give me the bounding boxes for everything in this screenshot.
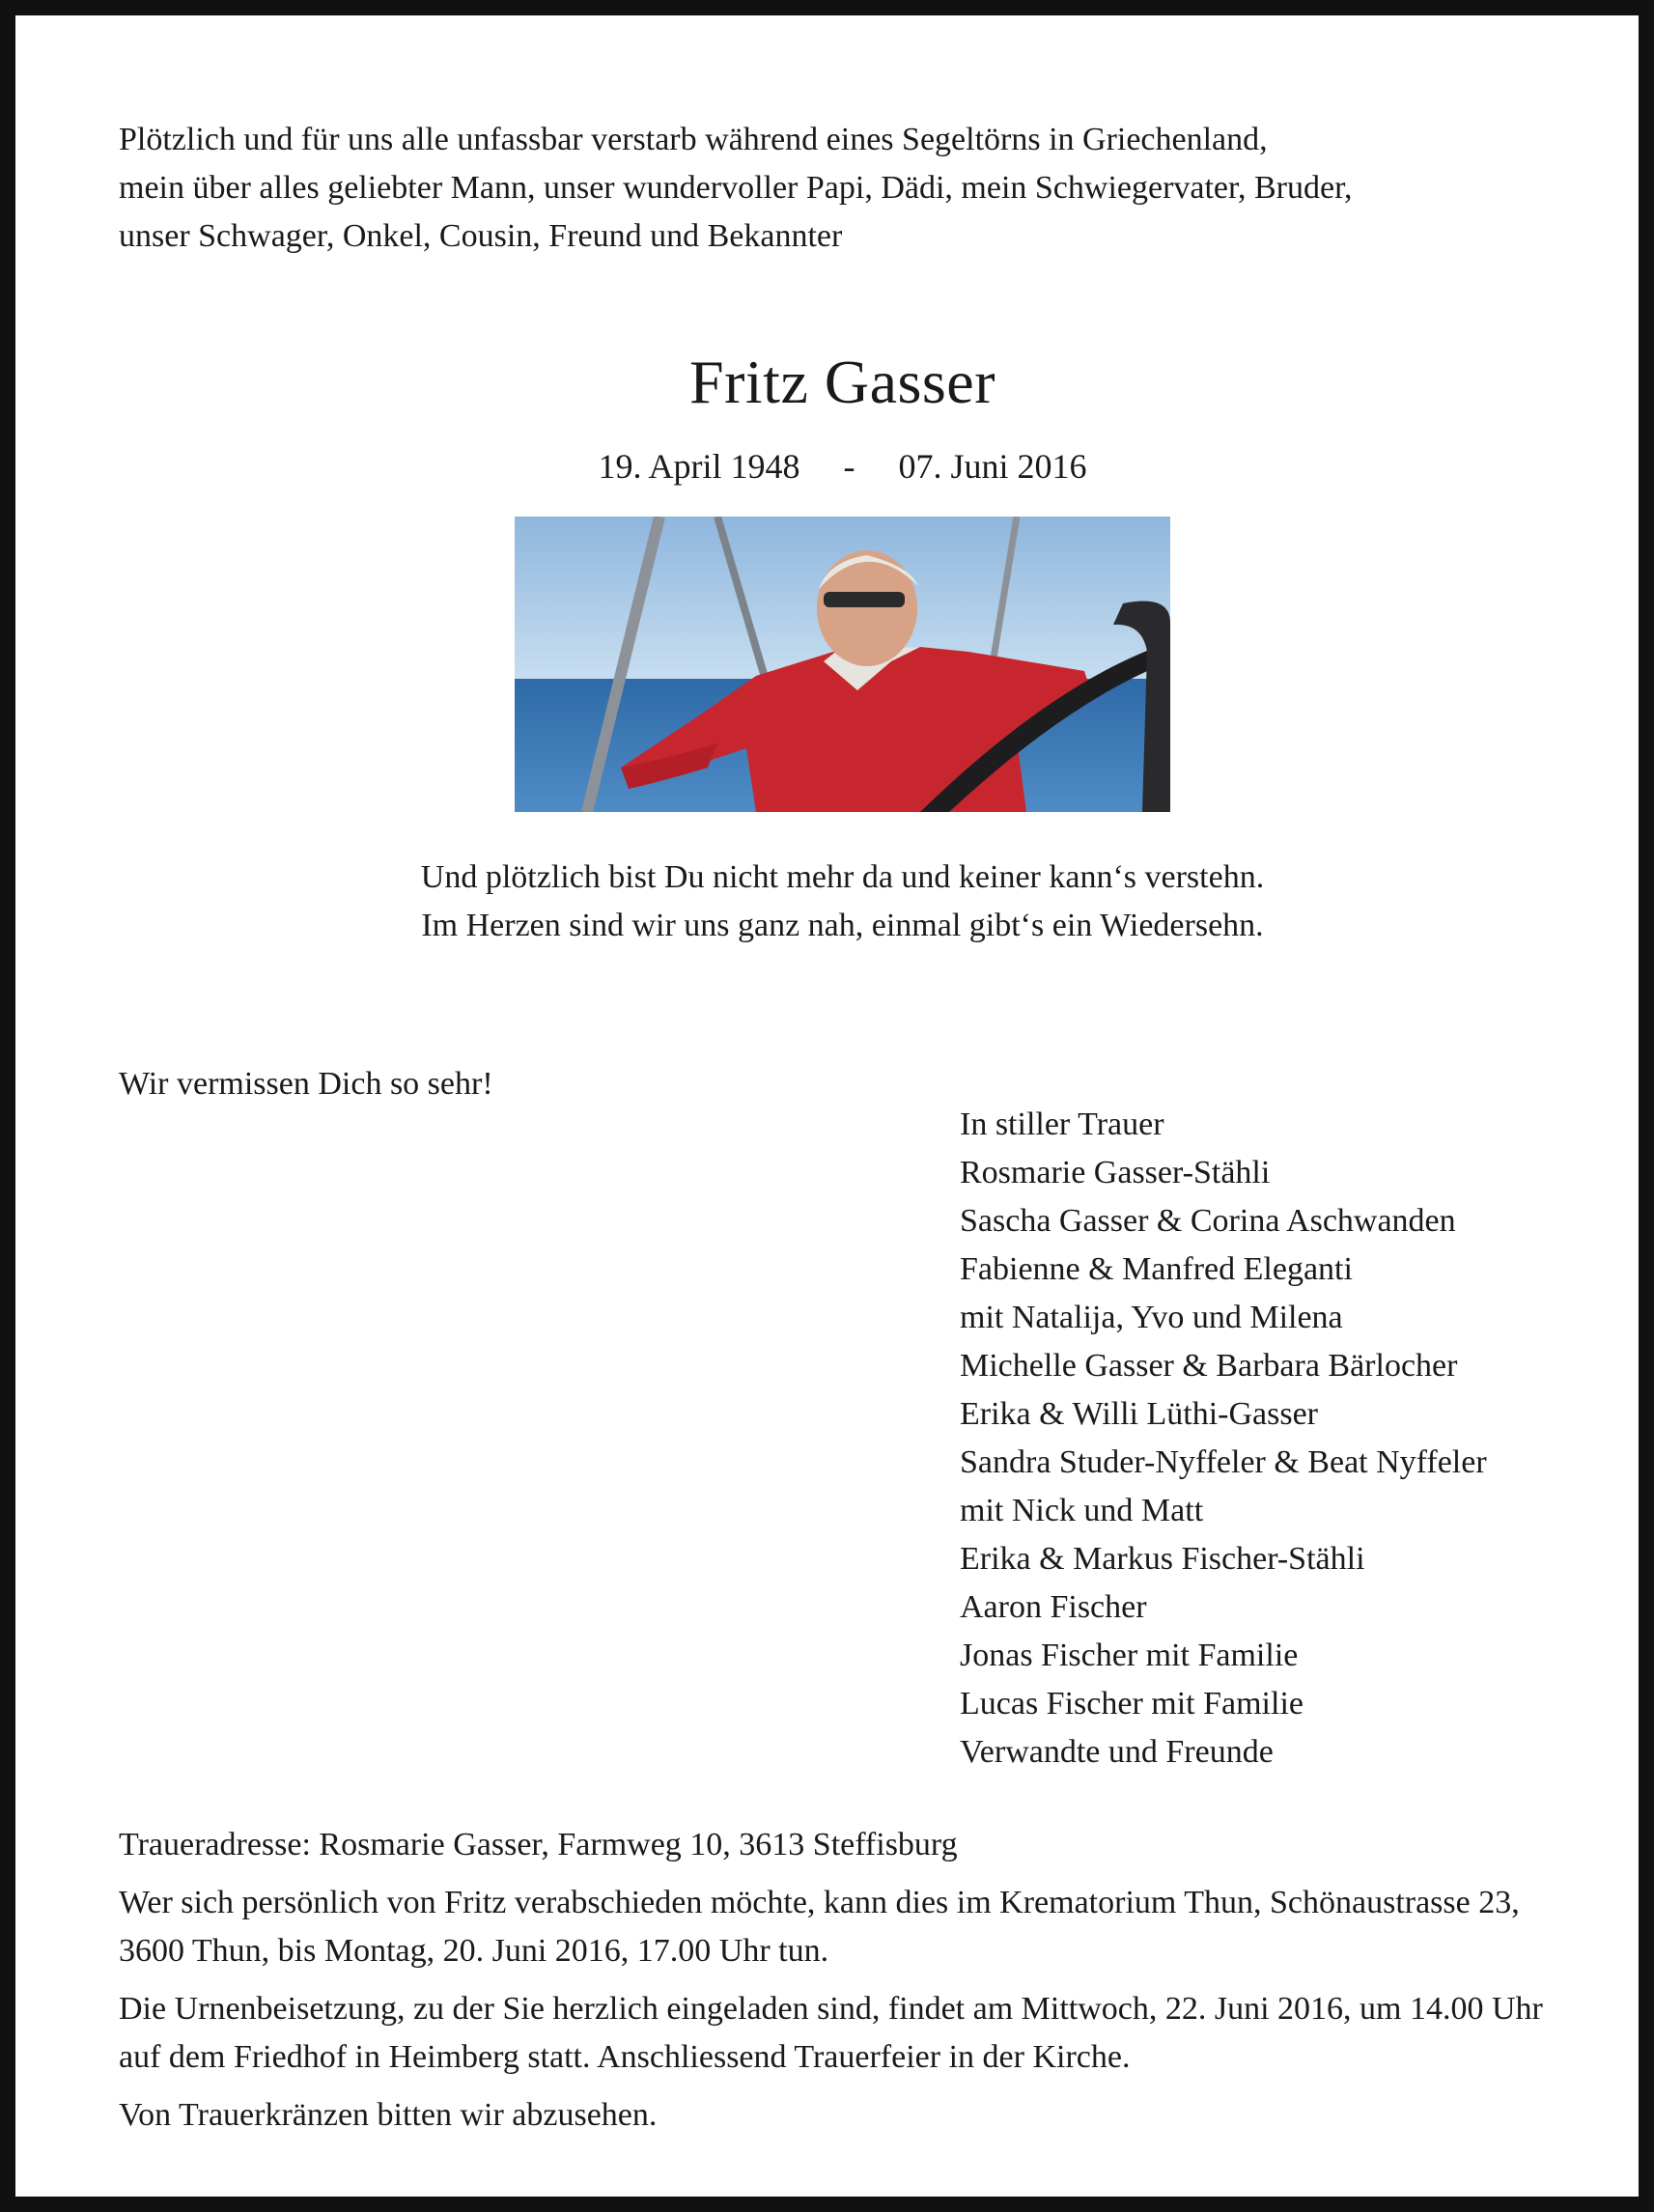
mourner-line: Lucas Fischer mit Familie (960, 1686, 1304, 1722)
farewell-visit-note: Wer sich persönlich von Fritz verabschieden möchte, kann dies im Krematorium Thun, Schönaustrasse 23, 3600 Thun, bis Montag, 20. Juni 2016, 17.00 Uhr tun. (119, 1885, 1520, 1969)
poem-line: Im Herzen sind wir uns ganz nah, einmal gibt‘s ein Wiedersehn. (421, 908, 1264, 943)
mourner-line: Erika & Willi Lüthi-Gasser (960, 1396, 1318, 1432)
mourner-line: mit Natalija, Yvo und Milena (960, 1300, 1343, 1335)
mourner-line: Rosmarie Gasser-Stähli (960, 1155, 1271, 1190)
intro-line: mein über alles geliebter Mann, unser wundervoller Papi, Dädi, mein Schwiegervater, Bruder, (119, 170, 1353, 206)
sunglasses (824, 592, 905, 607)
life-dates (15, 442, 1654, 490)
death-date: 07. Juni 2016 (898, 447, 1087, 486)
deceased-name: Fritz Gasser (688, 348, 996, 416)
urn-burial-note: Die Urnenbeisetzung, zu der Sie herzlich eingeladen sind, findet am Mittwoch, 22. Juni 2016, um 14.00 Uhr auf dem Friedhof in Heimberg statt. Anschliessend Trauerfeier in der Kirche. (119, 1991, 1543, 2075)
mourner-line: Jonas Fischer mit Familie (960, 1638, 1299, 1673)
footer-notes (119, 1821, 1586, 2149)
intro-text (119, 116, 1567, 261)
date-separator: - (843, 447, 855, 486)
mourner-line: Erika & Markus Fischer-Stähli (960, 1541, 1365, 1577)
memorial-poem (15, 854, 1654, 950)
intro-line: Plötzlich und für uns alle unfassbar verstarb während eines Segeltörns in Griechenland, (119, 122, 1268, 157)
mourner-line: Aaron Fischer (960, 1589, 1147, 1625)
sailing-photo-illustration (515, 517, 1170, 812)
birth-date: 19. April 1948 (598, 447, 800, 486)
farewell-line: Wir vermissen Dich so sehr! (119, 1066, 493, 1102)
poem-line: Und plötzlich bist Du nicht mehr da und keiner kann‘s verstehn. (420, 859, 1265, 895)
head (817, 550, 917, 666)
portrait-photo (515, 517, 1170, 812)
mourner-line: Sascha Gasser & Corina Aschwanden (960, 1203, 1456, 1239)
mourner-line: mit Nick und Matt (960, 1493, 1204, 1528)
mourner-line: Sandra Studer-Nyffeler & Beat Nyffeler (960, 1444, 1487, 1480)
mourning-address: Traueradresse: Rosmarie Gasser, Farmweg 10, 3613 Steffisburg (119, 1827, 958, 1862)
intro-line: unser Schwager, Onkel, Cousin, Freund und Bekannter (119, 218, 843, 254)
mourner-line: In stiller Trauer (960, 1106, 1164, 1142)
mourner-line: Verwandte und Freunde (960, 1734, 1274, 1770)
mourner-line: Fabienne & Manfred Eleganti (960, 1251, 1353, 1287)
wreaths-note: Von Trauerkränzen bitten wir abzusehen. (119, 2097, 658, 2133)
mourner-line: Michelle Gasser & Barbara Bärlocher (960, 1348, 1458, 1384)
mourners-list (960, 1101, 1487, 1777)
